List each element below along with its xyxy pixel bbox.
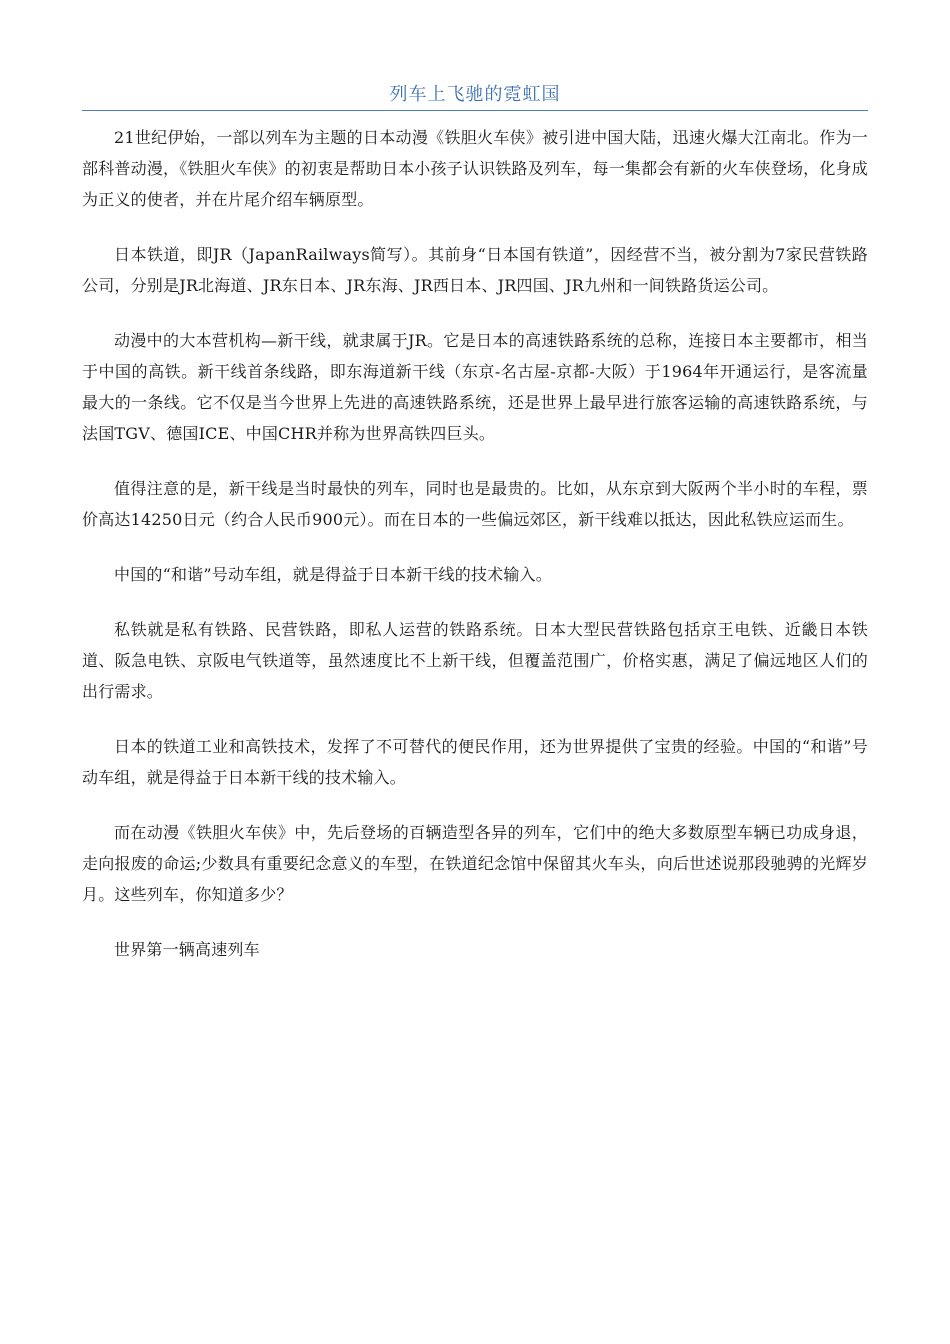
paragraph-7: 日本的铁道工业和高铁技术，发挥了不可替代的便民作用，还为世界提供了宝贵的经验。中国的“和谐”号动车组，就是得益于日本新干线的技术输入。 — [82, 737, 868, 787]
article-body — [82, 122, 868, 989]
paragraph-4: 值得注意的是，新干线是当时最快的列车，同时也是最贵的。比如，从东京到大阪两个半小时的车程，票价高达14250日元（约合人民币900元）。而在日本的一些偏远郊区，新干线难以抵达，因此私铁应运而生。 — [82, 479, 868, 529]
section-heading: 世界第一辆高速列车 — [114, 940, 260, 959]
title-header — [82, 82, 868, 111]
paragraph-5: 中国的“和谐”号动车组，就是得益于日本新干线的技术输入。 — [114, 565, 552, 584]
paragraph-6: 私铁就是私有铁路、民营铁路，即私人运营的铁路系统。日本大型民营铁路包括京王电铁、近畿日本铁道、阪急电铁、京阪电气铁道等，虽然速度比不上新干线，但覆盖范围广，价格实惠，满足了偏远地区人们的出行需求。 — [82, 620, 868, 701]
page-title: 列车上飞驰的霓虹国 — [389, 84, 561, 105]
paragraph-8: 而在动漫《铁胆火车侠》中，先后登场的百辆造型各异的列车，它们中的绝大多数原型车辆已功成身退，走向报废的命运;少数具有重要纪念意义的车型，在铁道纪念馆中保留其火车头，向后世述说那段驰骋的光辉岁月。这些列车，你知道多少？ — [82, 823, 868, 904]
paragraph-1: 21世纪伊始，一部以列车为主题的日本动漫《铁胆火车侠》被引进中国大陆，迅速火爆大江南北。作为一部科普动漫，《铁胆火车侠》的初衷是帮助日本小孩子认识铁路及列车，每一集都会有新的火车侠登场，化身成为正义的使者，并在片尾介绍车辆原型。 — [82, 128, 868, 209]
paragraph-3: 动漫中的大本营机构—新干线，就隶属于JR。它是日本的高速铁路系统的总称，连接日本主要都市，相当于中国的高铁。新干线首条线路，即东海道新干线（东京-名古屋-京都-大阪）于1964年开通运行，是客流量最大的一条线。它不仅是当今世界上先进的高速铁路系统，还是世界上最早进行旅客运输的高速铁路系统，与法国TGV、德国ICE、中国CHR并称为世界高铁四巨头。 — [82, 331, 868, 443]
paragraph-2: 日本铁道，即JR（JapanRailways简写）。其前身“日本国有铁道”，因经营不当，被分割为7家民营铁路公司，分别是JR北海道、JR东日本、JR东海、JR西日本、JR四国、JR九州和一间铁路货运公司。 — [82, 245, 868, 295]
